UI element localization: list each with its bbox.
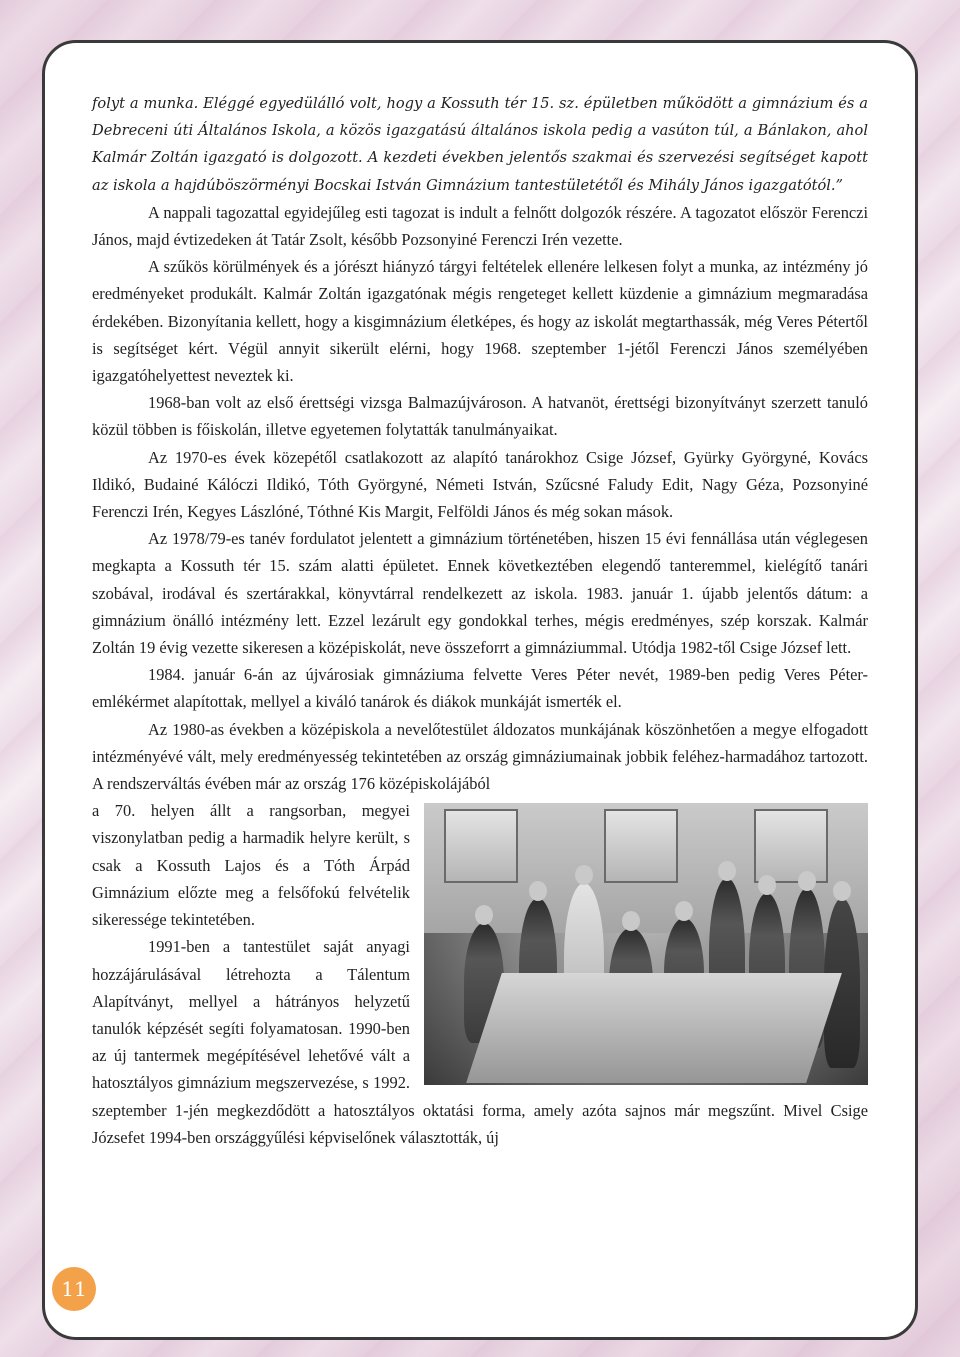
- paragraph-evening-school: A nappali tagozattal egyidejűleg esti tagozat is indult a felnőtt dolgozók részére. A tagozatot először Ferenczi János, majd évtizedeken át Tatár Zsolt, később Pozsonyiné Ferenczi Irén vezette.: [92, 202, 868, 250]
- page-number-badge: 11: [52, 1267, 96, 1311]
- paragraph-1984-name: 1984. január 6-án az újvárosiak gimnáziuma felvette Veres Péter nevét, 1989-ben pedig Veres Péter-emlékérmet alapítottak, mellyel a kiváló tanárok és diákok munkáját ismerték el.: [92, 665, 868, 712]
- paragraph-1978-79: Az 1978/79-es tanév fordulatot jelentett a gimnázium történetében, hiszen 15 évi fennállása után véglegesen megkapta a Kossuth tér 15. szám alatti épületet. Ennek következtében elegendő tanteremmel, kielégítő tanári szobával, irodával és szertárakkal, könyvtárral rendelkezett az iskola. 1983. január 1. újabb jelentős dátum: a gimnázium önálló intézmény lett. Ezzel lezárult egy gondokkal terhes, mégis eredményes, szép korszak. Kalmár Zoltán 19 évig vezette sikeresen a középiskolát, neve összeforrt a gimnáziummal. Utódja 1982-től Csige József lett.: [92, 529, 868, 658]
- staff-group-photo: [424, 803, 868, 1085]
- paragraph-first-exam: 1968-ban volt az első érettségi vizsga Balmazújvároson. A hatvanöt, érettségi bizonyítványt szerzett tanuló közül többen is főiskolán, illetve egyetemen folytatták tanulmányaikat.: [92, 393, 868, 440]
- quote-paragraph: folyt a munka. Eléggé egyedülálló volt, hogy a Kossuth tér 15. sz. épületben működött a gimnázium és a Debreceni úti Általános Iskola, a közös igazgatású általános iskola pedig a vasúton túl, a Bánlakon, ahol Kalmár Zoltán igazgató is dolgozott. A kezdeti években jelentős szakmai és szervezési segítséget kapott az iskola a hajdúböszörményi Bocskai István Gimnázium tantestületétől és Mihály János igazgatótól.”: [92, 95, 868, 194]
- paragraph-conditions: A szűkös körülmények és a jórészt hiányzó tárgyi feltételek ellenére lelkesen folyt a munka, az intézmény jó eredményeket produkált. Kalmár Zoltán igazgatónak mégis rengeteget kellett küzdenie a gimnázium megmaradása érdekében. Bizonyítania kellett, hogy a kisgimnázium életképes, és hogy az iskolát megtarthassák, még Veres Pétertől is segítséget kért. Végül annyit sikerült elérni, hogy 1968. szeptember 1-jétől Ferenczi János személyében igazgatóhelyettest neveztek ki.: [92, 257, 868, 386]
- article-text: [92, 90, 868, 1151]
- paragraph-1980s-ranking: Az 1980-as években a középiskola a nevelőtestület áldozatos munkájának köszönhetően a megye elfogadott intézményévé vált, mely eredményesség tekintetében az ország gimnáziumainak jobbik feléhez-harmadához tartozott. A rendszerváltás évében már az ország 176 középiskolájából: [92, 719, 868, 794]
- paragraph-1970s-teachers: Az 1970-es évek közepétől csatlakozott az alapító tanárokhoz Csige József, Gyürky Györgyné, Kovács Ildikó, Budainé Kálóczi Ildikó, Tóth Györgyné, Németi István, Szűcsné Faludy Edit, Nagy Géza, Pozsonyiné Ferenczi Irén, Kegyes Lászlóné, Tóthné Kis Margit, Felföldi János és még sokan mások.: [92, 447, 868, 522]
- paragraph-talentum: 1991-ben a tantestület saját anyagi hozzájárulásával létrehozta a Tálentum Alapítványt, mellyel a hátrányos helyzetű tanulók képzését segíti folyamatosan. 1990-ben az új tantermek megépítésével lehetővé vált a hatosztályos gimnázium megszervezése, s 1992. szeptember 1-jén megkezdődött a hatosztályos oktatási forma, amely azóta sajnos már megszűnt. Mivel Csige Józsefet 1994-ben országgyűlési képviselőnek választották, új: [92, 937, 868, 1147]
- paragraph-70th-place: a 70. helyen állt a rangsorban, megyei viszonylatban pedig a harmadik helyre került, s csak a Kossuth Lajos és a Tóth Árpád Gimnázium előzte meg a felsőfokú felvételik sikeressége tekintetében.: [92, 801, 410, 930]
